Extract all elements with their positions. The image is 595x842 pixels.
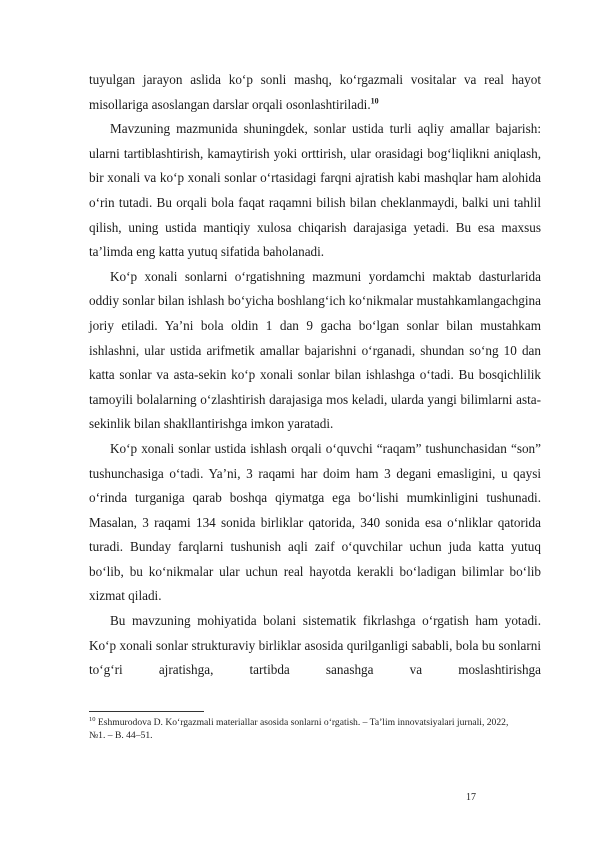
body-text [89,68,541,683]
paragraph-1 [89,68,541,117]
footnote-divider [89,711,204,712]
footnote-number: 10 [89,715,96,723]
paragraph-5: Bu mavzuning mohiyatida bolani sistematik fikrlashga o‘rgatish ham yotadi. Ko‘p xonali sonlar strukturaviy birliklar asosida qurilganligi sababli, bola bu sonlarni to‘g‘ri ajratishga, tartibda sanashga va moslashtirishga [89,613,541,678]
paragraph-1-text: tuyulgan jarayon aslida ko‘p sonli mashq, ko‘rgazmali vositalar va real hayot misollariga asoslangan darslar orqali osonlashtiriladi. [89,72,541,112]
paragraph-4: Ko‘p xonali sonlar ustida ishlash orqali o‘quvchi “raqam” tushunchasidan “son” tushunchasiga o‘tadi. Ya’ni, 3 raqami har doim ham 3 degani emasligini, u qaysi o‘rinda turganiga qarab boshqa qiymatga ega bo‘lishi mumkinligini tushunadi. Masalan, 3 raqami 134 sonida birliklar qatorida, 340 sonida esa o‘nliklar qatorida turadi. Bunday farqlarni tushunish aqli zaif o‘quvchilar uchun juda katta yutuq bo‘lib, bu ko‘nikmalar ular uchun real hayotda kerakli bo‘ladigan bilimlar bo‘lib xizmat qiladi. [89,440,541,604]
footnote-reference[interactable]: 10 [370,96,379,106]
paragraph-2: Mavzuning mazmunida shuningdek, sonlar ustida turli aqliy amallar bajarish: ularni tartiblashtirish, kamaytirish yoki orttirish, ular orasidagi bog‘liqlikni aniqlash, bir xonali va ko‘p xonali sonlar o‘rtasidagi farqni ajratish kabi mashqlar ham alohida o‘rin tutadi. Bu orqali bola faqat raqamni bilish bilan cheklanmaydi, balki uni tahlil qilish, uning ustida mantiqiy xulosa chiqarish darajasiga yetadi. Bu esa maxsus ta’limda eng katta yutuq sifatida baholanadi. [89,121,541,260]
paragraph-3: Ko‘p xonali sonlarni o‘rgatishning mazmuni yordamchi maktab dasturlarida oddiy sonlar bilan ishlash bo‘yicha boshlang‘ich ko‘nikmalar mustahkamlangachgina joriy etiladi. Ya’ni bola oldin 1 dan 9 gacha bo‘lgan sonlar bilan mustahkam ishlashni, ular ustida arifmetik amallar bajarishni o‘rganadi, shundan so‘ng 10 dan katta sonlar va asta-sekin ko‘p xonali sonlar bilan ishlashga o‘tadi. Bu bosqichlilik tamoyili bolalarning o‘zlashtirish darajasiga mos keladi, ularda yangi bilimlarni asta-sekinlik bilan shakllantirishga imkon yaratadi. [89,268,541,432]
footnote [89,716,509,742]
page-number: 17 [466,792,476,803]
footnote-text: Eshmurodova D. Ko‘rgazmali materiallar asosida sonlarni o‘rgatish. – Ta’lim innovatsiyalari jurnali, 2022, №1. – B. 44–51. [89,717,509,741]
